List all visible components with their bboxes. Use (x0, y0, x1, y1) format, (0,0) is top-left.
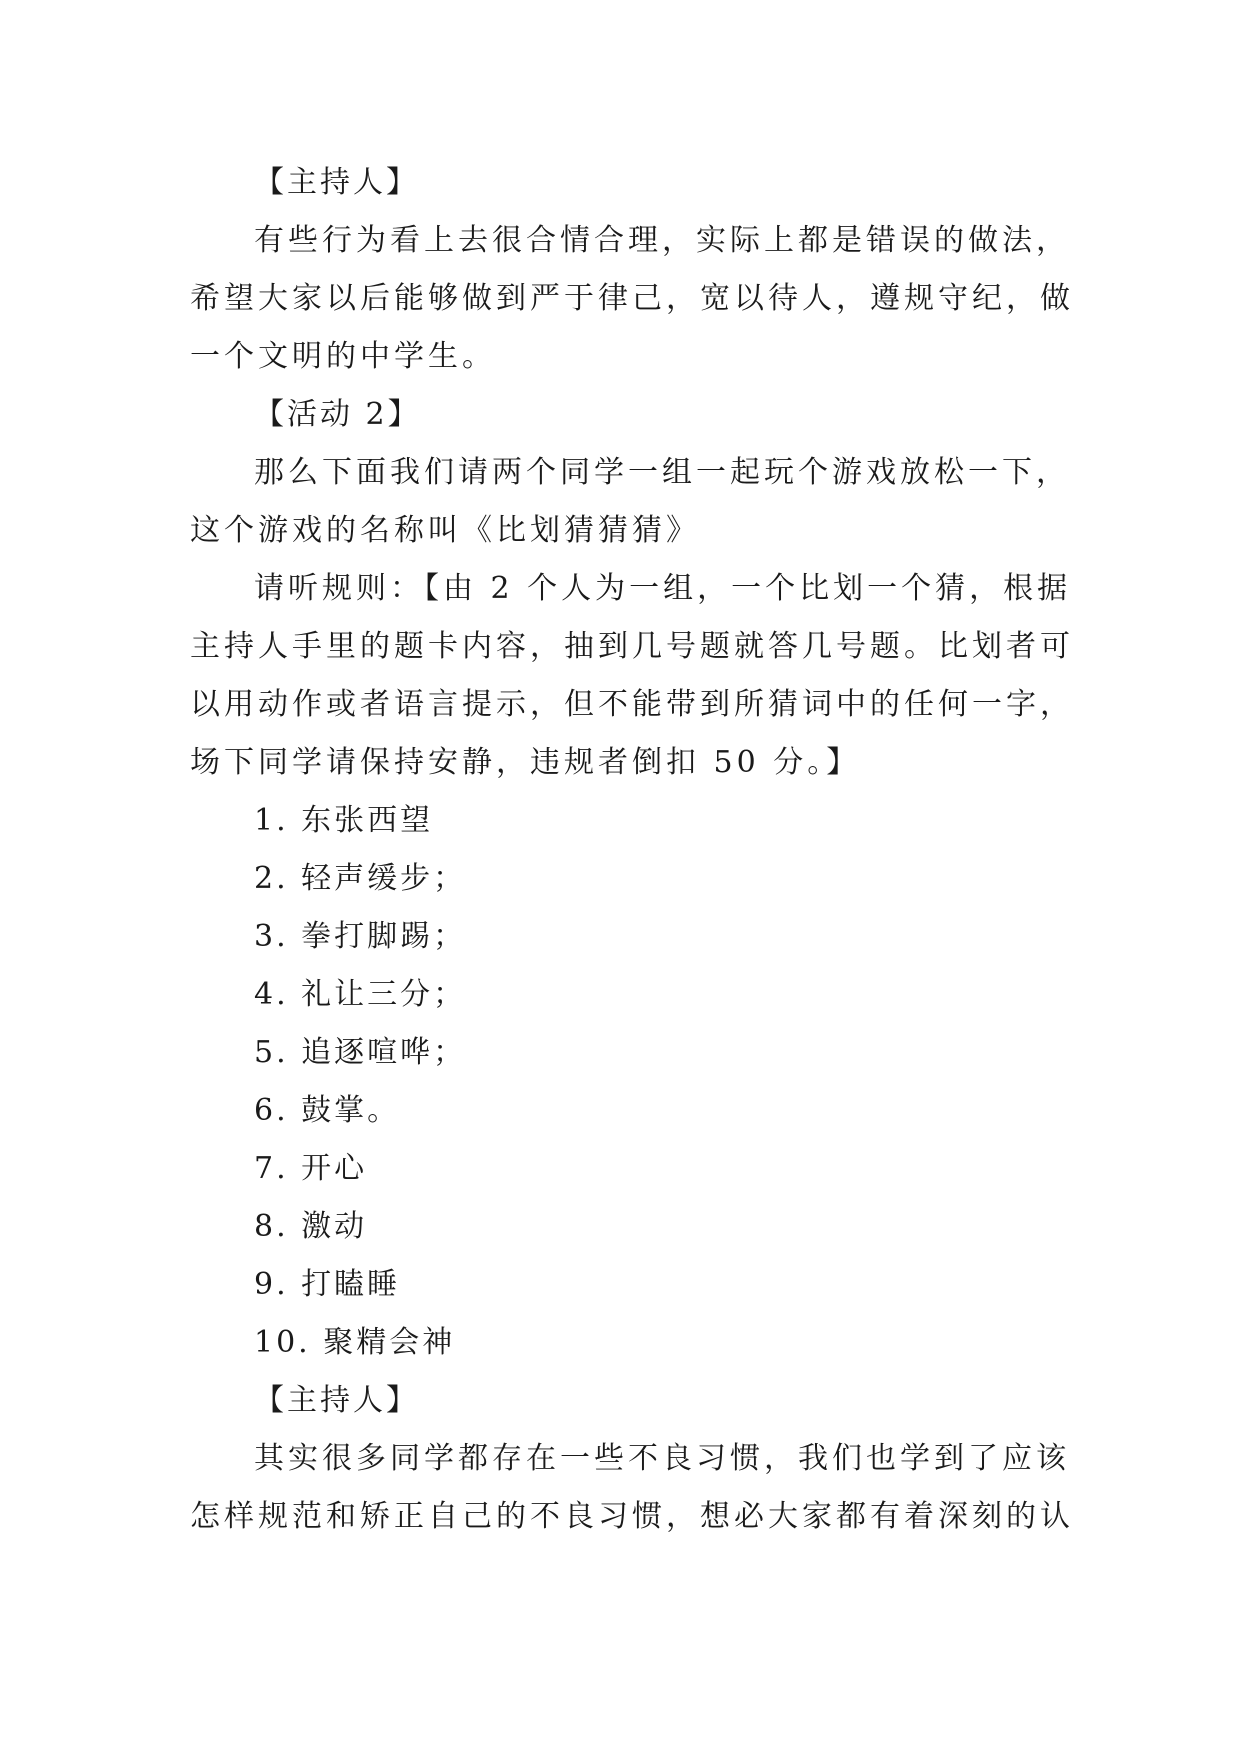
list-item: 4. 礼让三分； (254, 977, 467, 1012)
paragraph-line: 怎样规范和矫正自己的不良习惯，想必大家都有着深刻的认 (190, 1499, 1074, 1534)
paragraph-line: 其实很多同学都存在一些不良习惯，我们也学到了应该 (254, 1441, 1070, 1476)
paragraph-line: 这个游戏的名称叫《比划猜猜猜》 (190, 513, 700, 548)
rules-line: 场下同学请保持安静，违规者倒扣 50 分。】 (190, 745, 861, 780)
paragraph-line: 有些行为看上去很合情合理，实际上都是错误的做法， (254, 223, 1070, 258)
list-item: 6. 鼓掌。 (254, 1093, 401, 1128)
rules-line: 主持人手里的题卡内容，抽到几号题就答几号题。比划者可 (190, 629, 1074, 664)
paragraph-line: 一个文明的中学生。 (190, 339, 496, 374)
document-page (190, 154, 1074, 1546)
section-heading-host-2: 【主持人】 (254, 1383, 419, 1418)
rules-line: 请听规则：【由 2 个人为一组，一个比划一个猜，根据 (254, 571, 1072, 606)
rules-line: 以用动作或者语言提示，但不能带到所猜词中的任何一字， (190, 687, 1074, 722)
list-item: 3. 拳打脚踢； (254, 919, 467, 954)
list-item: 2. 轻声缓步； (254, 861, 467, 896)
list-item: 1. 东张西望 (254, 803, 434, 838)
list-item: 8. 激动 (254, 1209, 368, 1244)
paragraph-line: 希望大家以后能够做到严于律己，宽以待人，遵规守纪，做 (190, 281, 1074, 316)
section-heading-host-1: 【主持人】 (254, 165, 419, 200)
list-item: 5. 追逐喧哗； (254, 1035, 467, 1070)
list-item: 10. 聚精会神 (254, 1325, 456, 1360)
section-heading-activity-2: 【活动 2】 (254, 397, 421, 432)
list-item: 7. 开心 (254, 1151, 368, 1186)
list-item: 9. 打瞌睡 (254, 1267, 401, 1302)
paragraph-line: 那么下面我们请两个同学一组一起玩个游戏放松一下， (254, 455, 1070, 490)
